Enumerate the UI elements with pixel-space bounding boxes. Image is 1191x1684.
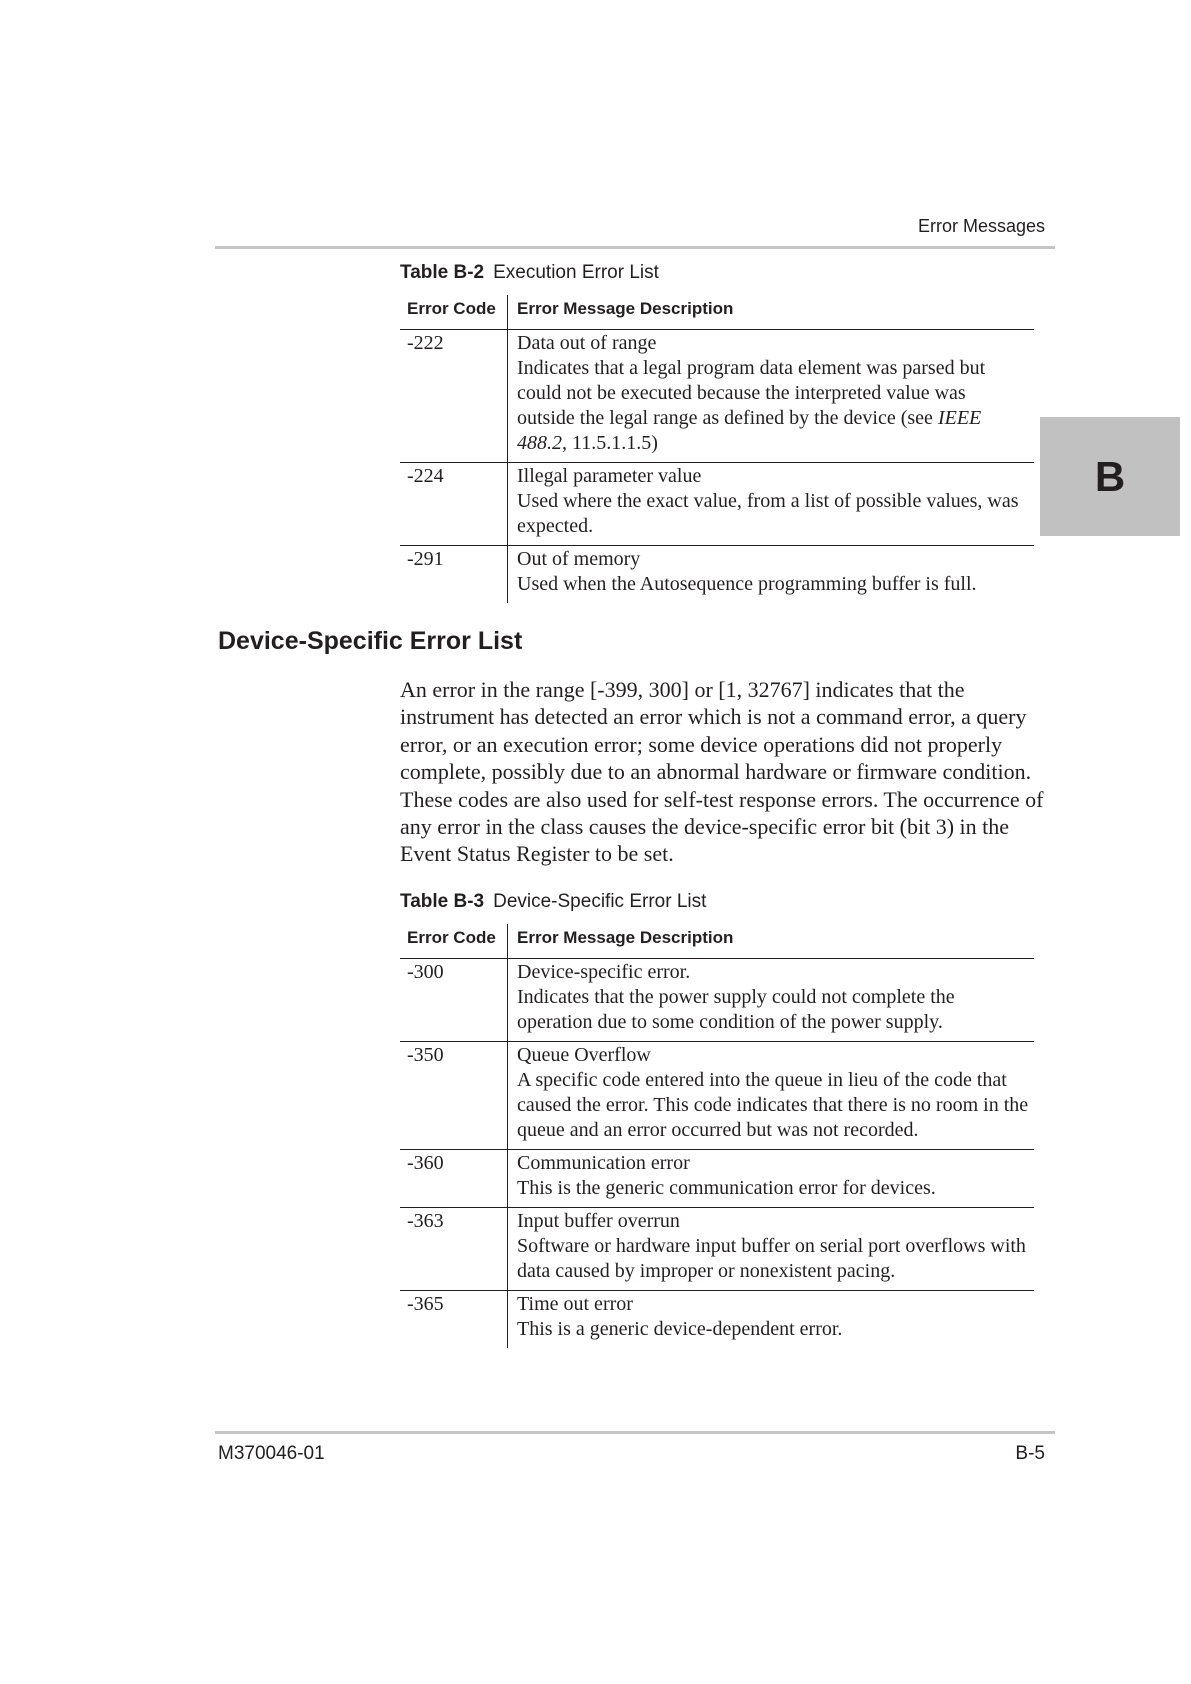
column-header-description: Error Message Description [517,299,734,318]
table-header-row [400,924,1034,959]
error-description-cell [508,959,1034,1041]
error-description: A specific code entered into the queue in lieu of the code that caused the error. This code indicates that there is no room in the queue and an error occurred but was not recorded. [517,1069,1029,1141]
error-description-cell [508,546,1034,603]
column-header-error-code: Error Code [400,924,508,958]
table-row [400,1042,1034,1150]
table-label: Table B-3 [400,891,485,912]
error-description: Indicates that the power supply could not complete the operation due to some condition of the power supply. [517,986,955,1033]
error-description-reference: IEEE 488.2 [517,407,982,454]
table-caption [400,261,659,285]
error-code-cell: -360 [400,1150,508,1207]
table-header-row [400,295,1034,330]
device-specific-error-table [400,924,1034,1348]
error-description-text: Indicates that a legal program data element was parsed but could not be executed because the interpreted value was outside the legal range as defined by the device (see [517,357,986,429]
error-code-cell: -222 [400,330,508,462]
error-description: Software or hardware input buffer on serial port overflows with data caused by improper or nonexistent pacing. [517,1235,1026,1282]
table-title: Device-Specific Error List [493,891,707,912]
error-description-cell [508,330,1034,462]
appendix-tab-letter: B [1094,452,1126,500]
error-code-cell: -365 [400,1291,508,1348]
table-caption [400,890,706,914]
execution-error-table [400,295,1034,603]
footer-rule [215,1431,1055,1434]
table-row [400,546,1034,603]
table-row [400,1208,1034,1291]
table-row [400,330,1034,463]
header-rule [215,246,1055,249]
error-code-cell: -291 [400,546,508,603]
table-row [400,463,1034,546]
error-description [517,356,1034,456]
error-title: Data out of range [517,332,657,354]
table-label: Table B-2 [400,262,485,283]
error-description-cell [508,1150,1034,1207]
section-heading: Device-Specific Error List [218,627,523,655]
error-description-cell [508,1291,1034,1348]
section-paragraph: An error in the range [-399, 300] or [1, 32767] indicates that the instrument has detected an error which is not a command error, a query error, or an execution error; some device operations did not properly complete, possibly due to an abnormal hardware or firmware condition. These codes are also used for self-test response errors. The occurrence of any error in the class causes the device-specific error bit (bit 3) in the Event Status Register to be set. [400,677,1044,867]
error-code-cell: -224 [400,463,508,545]
running-header-title: Error Messages [917,216,1045,236]
error-description-cell [508,1042,1034,1149]
column-header-error-code: Error Code [400,295,508,329]
error-code-cell: -300 [400,959,508,1041]
error-code-cell: -363 [400,1208,508,1290]
error-title: Out of memory [517,548,641,570]
column-header-description: Error Message Description [517,928,734,947]
error-description: This is a generic device-dependent error. [517,1318,843,1340]
error-title: Illegal parameter value [517,465,702,487]
error-title: Queue Overflow [517,1044,651,1066]
footer-document-number: M370046-01 [218,1443,325,1464]
error-description: Used when the Autosequence programming buffer is full. [517,573,977,595]
error-description: This is the generic communication error for devices. [517,1177,936,1199]
table-row [400,1291,1034,1348]
error-title: Input buffer overrun [517,1210,680,1232]
error-title: Communication error [517,1152,690,1174]
error-description-cell [508,463,1034,545]
error-title: Time out error [517,1293,633,1315]
error-code-cell: -350 [400,1042,508,1149]
error-description-cell [508,1208,1034,1290]
table-row [400,959,1034,1042]
error-description-text-end: , 11.5.1.1.5) [562,432,658,454]
table-row [400,1150,1034,1208]
footer-page-number: B-5 [1015,1443,1045,1464]
table-title: Execution Error List [493,262,659,283]
error-title: Device-specific error. [517,961,691,983]
error-description: Used where the exact value, from a list of possible values, was expected. [517,490,1019,537]
appendix-side-tab [1040,417,1180,536]
